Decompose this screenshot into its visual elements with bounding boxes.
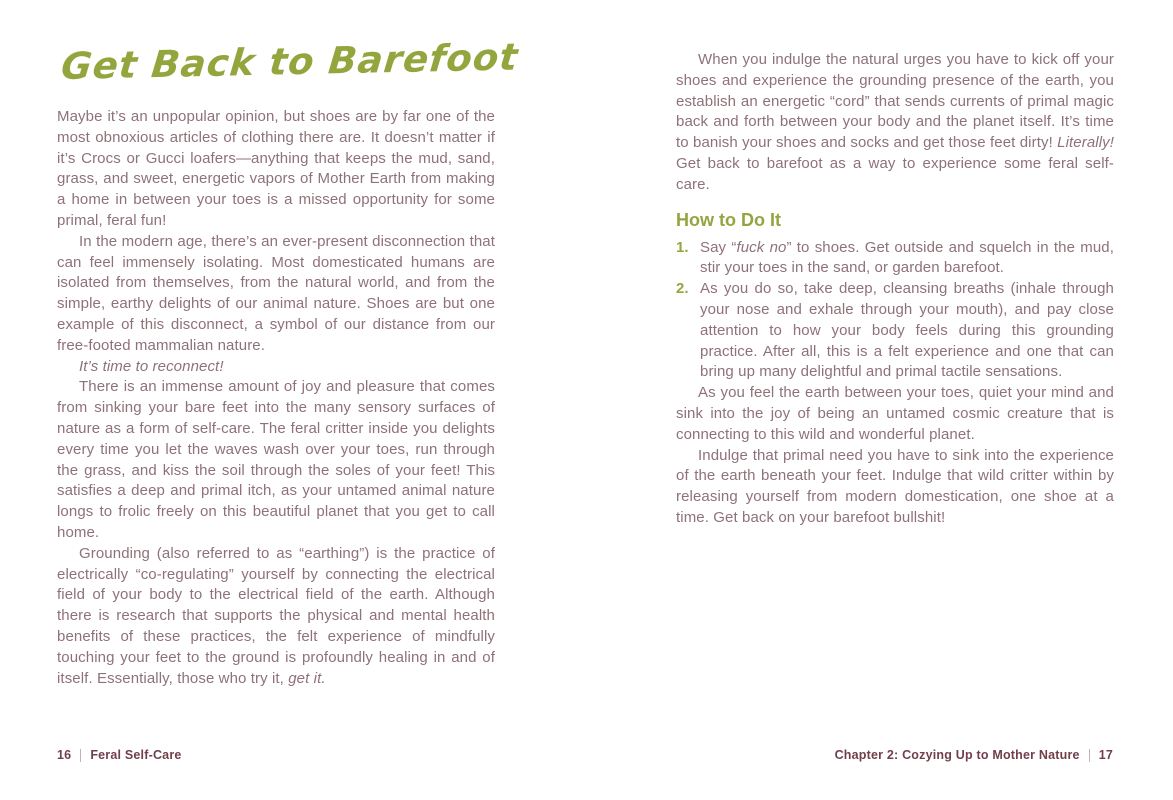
paragraph: In the modern age, there’s an ever-present disconnection that can feel immensely isolating. Most domesticated humans are isolated from themselves, from the natural world, and from the simple, earthy delights of our animal nature. Shoes are but one example of this disconnect, a symbol of our distance from our free-footed mammalian nature.: [57, 232, 495, 354]
paragraph: Grounding (also referred to as “earthing”) is the practice of electrically “co-regulating” yourself by connecting the electrical field of your body to the electrical field of the earth. Although there is research that supports the physical and mental health benefits of these practices, the felt experience of mindfully touching your feet to the ground is profoundly healing in and of itself. Essentially, those who try it, get it.: [57, 544, 495, 687]
footer-divider: [1089, 749, 1090, 762]
left-page-column: [57, 35, 521, 689]
chapter-title: Chapter 2: Cozying Up to Mother Nature: [834, 748, 1080, 762]
list-item: [676, 238, 1114, 280]
paragraph: Maybe it’s an unpopular opinion, but shoes are by far one of the most obnoxious articles of clothing there are. It doesn’t matter if it’s Crocs or Gucci loafers—anything that keeps the mud, sand, grass, and sweet, energetic vapors of Mother Earth from making a home in between your toes is a missed opportunity for some primal, feral fun!: [57, 108, 495, 229]
page-number: 16: [57, 748, 72, 762]
page-number: 17: [1098, 748, 1113, 762]
left-page-footer: [57, 748, 182, 762]
paragraph: When you indulge the natural urges you have to kick off your shoes and experience the grounding presence of the earth, you establish an energetic “cord” that sends currents of primal magic back and forth between your body and the planet itself. It’s time to banish your shoes and socks and get those feet dirty! Literally! Get back to barefoot as a way to experience some feral self-care.: [676, 51, 1114, 193]
list-item-text: Say “fuck no” to shoes. Get outside and squelch in the mud, stir your toes in the sand, or garden barefoot.: [700, 238, 1114, 277]
paragraph: As you feel the earth between your toes, quiet your mind and sink into the joy of being an untamed cosmic creature that is connecting to this wild and wonderful planet.: [676, 384, 1114, 443]
paragraph-italic-callout: It’s time to reconnect!: [79, 357, 224, 375]
list-number: 1.: [676, 238, 689, 256]
section-title: Get Back to Barefoot: [59, 35, 521, 89]
right-page-column: [676, 50, 1114, 529]
book-title: Feral Self-Care: [90, 748, 182, 762]
how-to-heading: How to Do It: [676, 209, 781, 230]
paragraph: There is an immense amount of joy and pleasure that comes from sinking your bare feet into the many sensory surfaces of nature as a form of self-care. The feral critter inside you delights every time you let the waves wash over your toes, run through the grass, and kiss the soil through the soles of your feet! This satisfies a deep and primal itch, as your untamed animal nature longs to frolic freely on this beautiful planet that you get to call home.: [57, 378, 495, 541]
list-item: [676, 279, 1114, 383]
paragraph: Indulge that primal need you have to sink into the experience of the earth beneath your feet. Indulge that wild critter within by releasing yourself from modern domestication, one shoe at a time. Get back on your barefoot bullshit!: [676, 446, 1114, 526]
list-item-text: As you do so, take deep, cleansing breaths (inhale through your nose and exhale through your mouth), and pay close attention to how your body feels during this grounding practice. After all, this is a felt experience and one that can bring up many delightful and primal tactile sensations.: [700, 280, 1114, 381]
footer-divider: [80, 749, 81, 762]
right-page-footer: [835, 748, 1113, 762]
list-number: 2.: [676, 280, 689, 298]
